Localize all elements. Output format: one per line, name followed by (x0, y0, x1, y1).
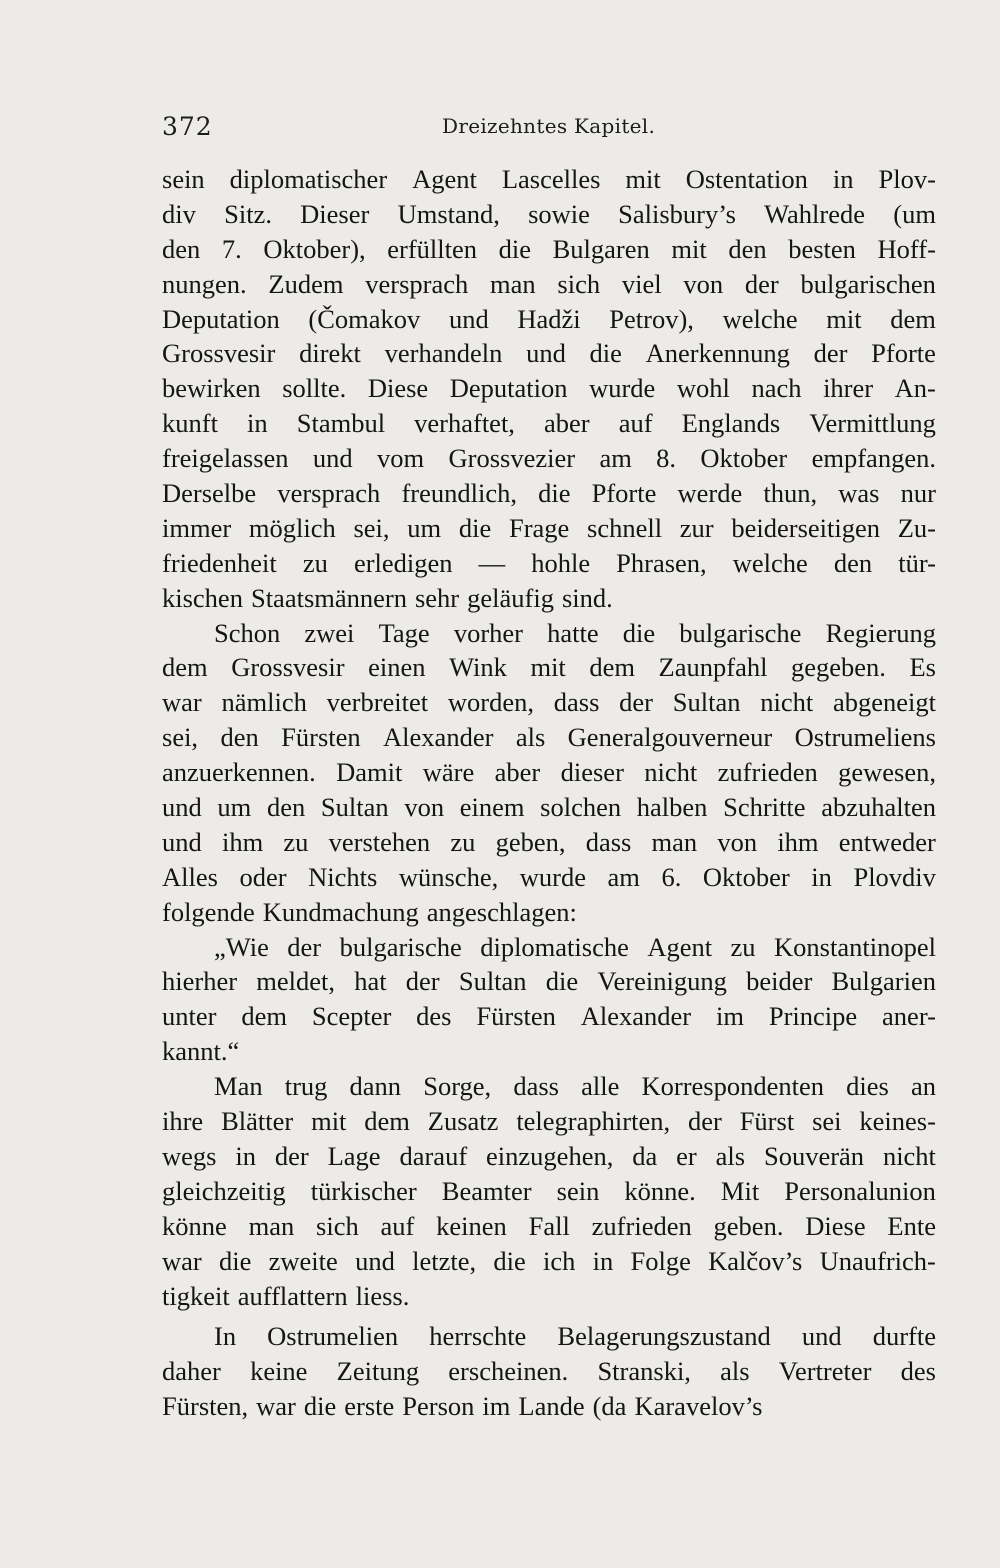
text-line: nungen. Zudem versprach man sich viel von der bulgarischen (162, 268, 936, 299)
body-text (162, 162, 936, 1424)
paragraph (162, 930, 936, 1070)
text-line: div Sitz. Dieser Umstand, sowie Salisbury’s Wahlrede (um (162, 198, 936, 229)
text-line: immer möglich sei, um die Frage schnell zur beiderseitigen Zu- (162, 512, 936, 543)
text-line: kannt.“ (162, 1036, 240, 1067)
paragraph (162, 1319, 936, 1424)
text-line: unter dem Scepter des Fürsten Alexander im Principe aner- (162, 1001, 936, 1032)
paragraph (162, 616, 936, 930)
text-line: friedenheit zu erledigen — hohle Phrasen, welche den tür- (162, 547, 936, 578)
running-title: Dreizehntes Kapitel. (442, 114, 656, 138)
text-line: „Wie der bulgarische diplomatische Agent zu Konstantinopel (214, 931, 936, 962)
text-line: Man trug dann Sorge, dass alle Korrespondenten dies an (214, 1071, 936, 1102)
text-line: daher keine Zeitung erscheinen. Stranski, als Vertreter des (162, 1356, 936, 1387)
text-line: freigelassen und vom Grossvezier am 8. Oktober empfangen. (162, 443, 936, 474)
text-line: ihre Blätter mit dem Zusatz telegraphirten, der Fürst sei keines- (162, 1106, 936, 1137)
text-line: bewirken sollte. Diese Deputation wurde wohl nach ihrer An- (162, 373, 936, 404)
page-number: 372 (162, 112, 213, 141)
text-line: gleichzeitig türkischer Beamter sein könne. Mit Personalunion (162, 1175, 936, 1206)
text-line: kunft in Stambul verhaftet, aber auf Englands Vermittlung (162, 408, 936, 439)
text-line: und ihm zu verstehen zu geben, dass man von ihm entweder (162, 826, 936, 857)
text-line: könne man sich auf keinen Fall zufrieden geben. Diese Ente (162, 1210, 936, 1241)
text-line: hierher meldet, hat der Sultan die Vereinigung beider Bulgarien (162, 966, 936, 997)
paragraph (162, 1069, 936, 1313)
text-line: sein diplomatischer Agent Lascelles mit Ostentation in Plov- (162, 164, 936, 194)
text-line: Derselbe versprach freundlich, die Pforte werde thun, was nur (162, 478, 936, 509)
text-line: sei, den Fürsten Alexander als Generalgouverneur Ostrumeliens (162, 722, 936, 753)
text-line: den 7. Oktober), erfüllten die Bulgaren mit den besten Hoff- (162, 233, 936, 264)
text-line: dem Grossvesir einen Wink mit dem Zaunpfahl gegeben. Es (162, 652, 936, 683)
text-line: In Ostrumelien herrschte Belagerungszustand und durfte (214, 1321, 936, 1352)
text-line: war nämlich verbreitet worden, dass der Sultan nicht abgeneigt (162, 687, 936, 718)
text-line: Alles oder Nichts wünsche, wurde am 6. Oktober in Plovdiv (162, 861, 936, 892)
text-line: und um den Sultan von einem solchen halben Schritte abzuhalten (162, 792, 936, 823)
text-line: folgende Kundmachung angeschlagen: (162, 896, 577, 927)
text-line: tigkeit aufflattern liess. (162, 1280, 410, 1311)
page-header (162, 112, 936, 148)
text-line: Grossvesir direkt verhandeln und die Anerkennung der Pforte (162, 338, 936, 369)
text-line: kischen Staatsmännern sehr geläufig sind. (162, 582, 613, 613)
text-line: anzuerkennen. Damit wäre aber dieser nicht zufrieden gewesen, (162, 757, 936, 788)
text-line: war die zweite und letzte, die ich in Folge Kalčov’s Unaufrich- (162, 1245, 936, 1276)
text-line: Schon zwei Tage vorher hatte die bulgarische Regierung (214, 617, 936, 648)
paragraph (162, 162, 936, 616)
text-line: Fürsten, war die erste Person im Lande (da Karavelov’s (162, 1391, 763, 1422)
text-line: wegs in der Lage darauf einzugehen, da er als Souverän nicht (162, 1140, 936, 1171)
text-line: Deputation (Čomakov und Hadži Petrov), welche mit dem (162, 303, 936, 334)
